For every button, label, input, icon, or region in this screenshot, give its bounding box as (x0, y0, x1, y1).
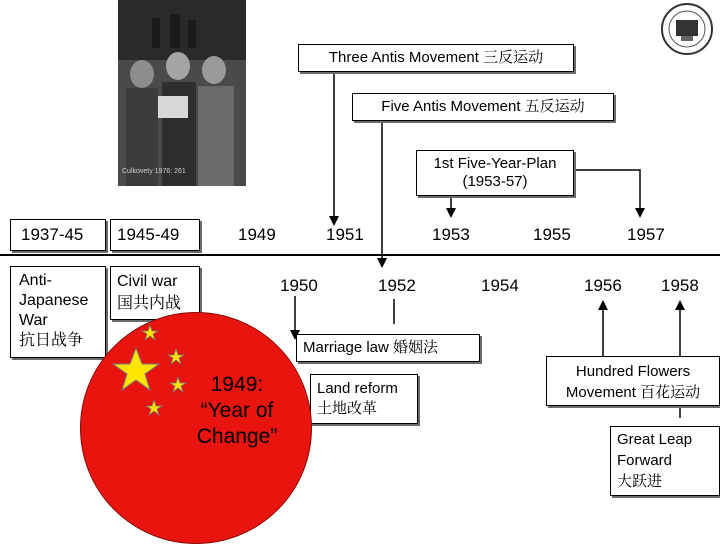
small-star-icon (146, 400, 162, 415)
event-great-leap-forward: Great Leap Forward 大跃进 (610, 426, 720, 496)
year-label-1951: 1951 (326, 225, 364, 244)
large-star-icon (113, 348, 159, 390)
year-label-1955: 1955 (533, 225, 571, 244)
photo-caption: Culkovety 1976: 261 (122, 168, 186, 175)
event-five-antis: Five Antis Movement 五反运动 (352, 93, 614, 121)
year-label-1958: 1958 (661, 276, 699, 295)
year-label-1952: 1952 (378, 276, 416, 295)
period-box-1945-49: 1945-49 (110, 219, 200, 251)
event-three-antis: Three Antis Movement 三反运动 (298, 44, 574, 72)
year-label-1953: 1953 (432, 225, 470, 244)
year-label-1949: 1949 (238, 225, 276, 244)
event-hundred-flowers: Hundred Flowers Movement 百花运动 (546, 356, 720, 406)
small-star-icon (168, 349, 184, 364)
year-label-1954: 1954 (481, 276, 519, 295)
small-star-icon (142, 325, 158, 340)
year-of-change-label: 1949: “Year of Change” (196, 373, 278, 448)
year-label-1956: 1956 (584, 276, 622, 295)
period-anti-japanese-war: Anti- Japanese War 抗日战争 (10, 266, 106, 358)
period-civil-war: Civil war 国共内战 (110, 266, 200, 320)
year-label-1957: 1957 (627, 225, 665, 244)
event-five-year-plan: 1st Five-Year-Plan (1953-57) (416, 150, 574, 196)
year-label-1950: 1950 (280, 276, 318, 295)
event-land-reform: Land reform 土地改革 (310, 374, 418, 424)
period-box-1937-45: 1937-45 (10, 219, 106, 251)
event-marriage-law: Marriage law 婚姻法 (296, 334, 480, 362)
